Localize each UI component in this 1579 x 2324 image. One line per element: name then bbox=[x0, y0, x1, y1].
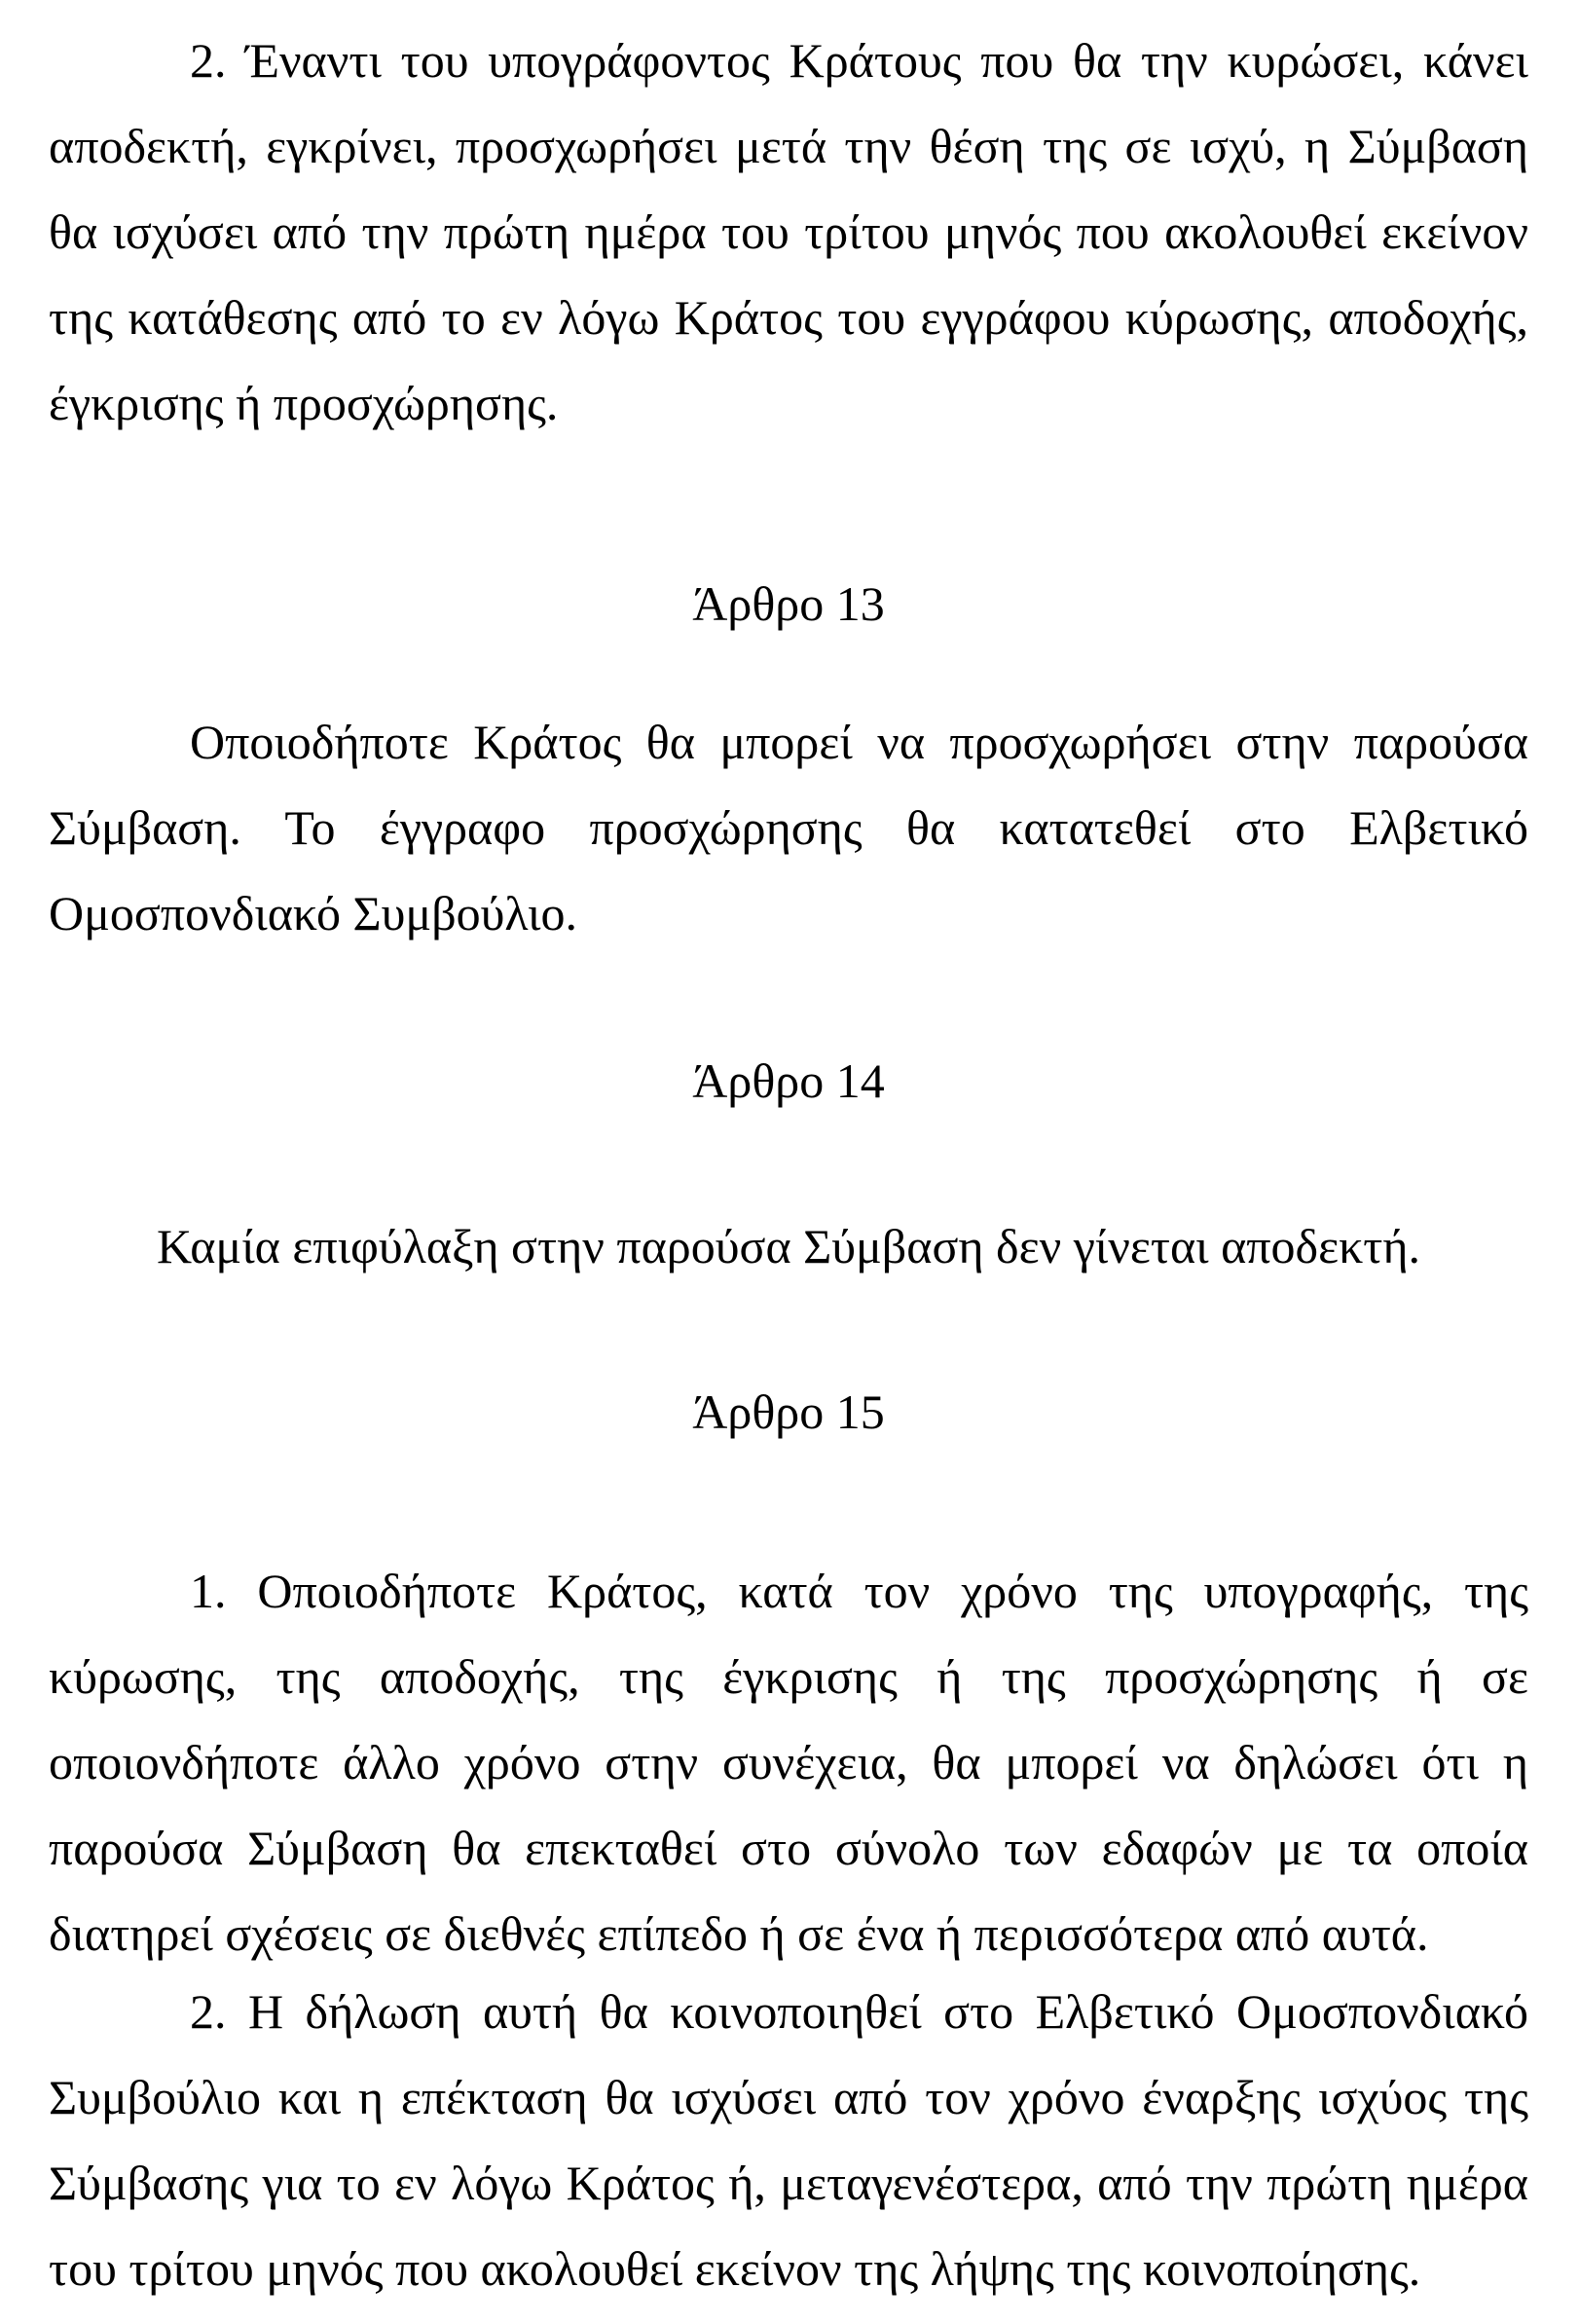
article-15-paragraph-1: 1. Οποιοδήποτε Κράτος, κατά τον χρόνο της υπογραφής, της κύρωσης, της αποδοχής, της έγκρισης ή της προσχώρησης ή σε οποιονδήποτε άλλο χρόνο στην συνέχεια, θα μπορεί να δηλώσει ότι η παρούσα Σύμβαση θα επεκταθεί στο σύνολο των εδαφών με τα οποία διατηρεί σχέσεις σε διεθνές επίπεδο ή σε ένα ή περισσότερα από αυτά. bbox=[49, 1564, 1528, 1961]
article-13-heading: Άρθρο 13 bbox=[692, 576, 885, 631]
article-14-heading: Άρθρο 14 bbox=[692, 1053, 885, 1108]
article-14-text: Καμία επιφύλαξη στην παρούσα Σύμβαση δεν γίνεται αποδεκτή. bbox=[156, 1219, 1421, 1273]
article-15-paragraph-2: 2. Η δήλωση αυτή θα κοινοποιηθεί στο Ελβετικό Ομοσπονδιακό Συμβούλιο και η επέκταση θα ισχύσει από τον χρόνο έναρξης ισχύος της Σύμβασης για το εν λόγω Κράτος ή, μεταγενέστερα, από την πρώτη ημέρα του τρίτου μηνός που ακολουθεί εκείνον της λήψης της κοινοποίησης. bbox=[49, 1984, 1528, 2296]
article-15-heading: Άρθρο 15 bbox=[692, 1384, 885, 1439]
article-12-paragraph-2: 2. Έναντι του υπογράφοντος Κράτους που θα την κυρώσει, κάνει αποδεκτή, εγκρίνει, προσχωρήσει μετά την θέση της σε ισχύ, η Σύμβαση θα ισχύσει από την πρώτη ημέρα του τρίτου μηνός που ακολουθεί εκείνον της κατάθεσης από το εν λόγω Κράτος του εγγράφου κύρωσης, αποδοχής, έγκρισης ή προσχώρησης. bbox=[49, 33, 1528, 430]
article-13-text: Οποιοδήποτε Κράτος θα μπορεί να προσχωρήσει στην παρούσα Σύμβαση. Το έγγραφο προσχώρησης θα κατατεθεί στο Ελβετικό Ομοσπονδιακό Συμβούλιο. bbox=[49, 715, 1528, 941]
